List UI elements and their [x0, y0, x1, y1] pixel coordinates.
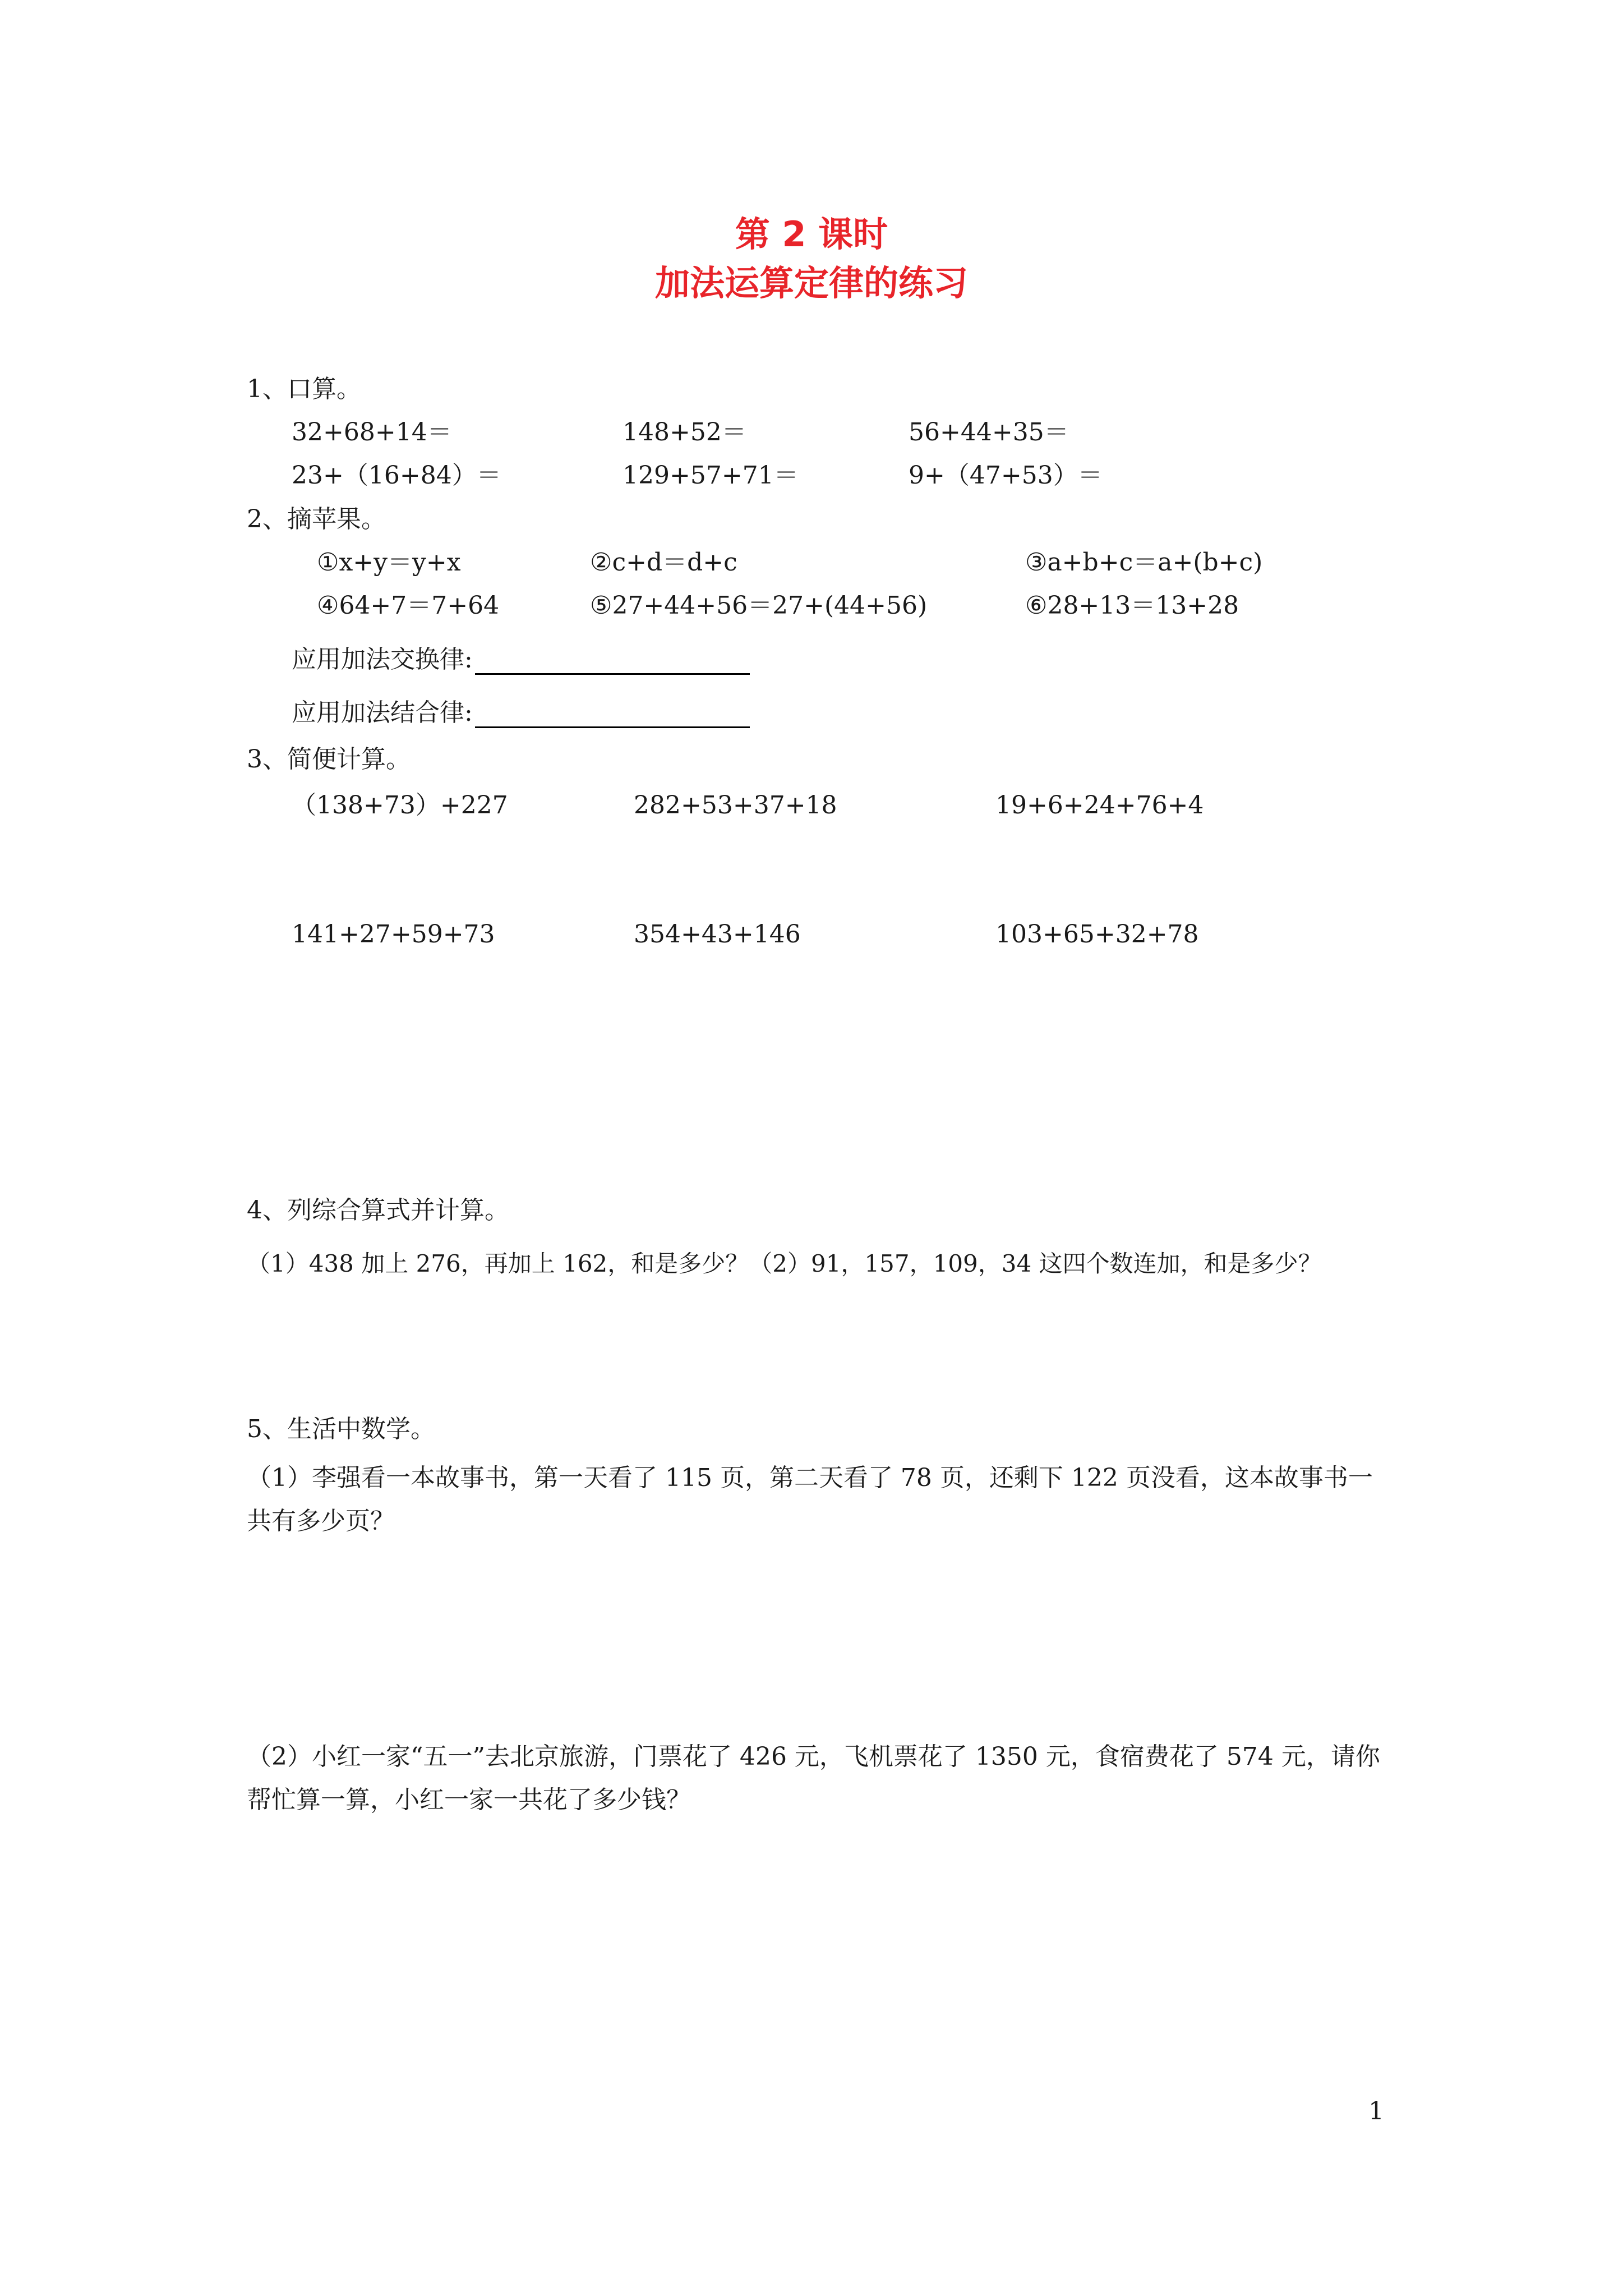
q4-heading: 4、列综合算式并计算。 [247, 1196, 509, 1225]
q5-problem-1: （1）李强看一本故事书，第一天看了 115 页，第二天看了 78 页，还剩下 122 页没看，这本故事书一共有多少页？ [247, 1464, 1373, 1535]
q5-heading: 5、生活中数学。 [247, 1415, 435, 1443]
q1-item: 148+52＝ [623, 418, 746, 447]
q1-heading: 1、口算。 [247, 375, 361, 403]
q1-item: 129+57+71＝ [623, 461, 799, 490]
page-title: 加法运算定律的练习 [654, 263, 968, 303]
commutative-answer-blank[interactable] [475, 651, 750, 675]
associative-answer-blank[interactable] [475, 704, 750, 728]
q3-item: 354+43+146 [634, 920, 801, 949]
q4-problems: （1）438 加上 276，再加上 162，和是多少？（2）91，157，109，34 这四个数连加，和是多少？ [247, 1250, 1322, 1277]
associative-label: 应用加法结合律: [292, 698, 473, 727]
apple-equation: ③a+b+c＝a+(b+c) [1025, 548, 1263, 577]
page-number: 1 [1368, 2097, 1384, 2125]
q3-item: 282+53+37+18 [634, 791, 837, 820]
apple-equation: ⑤27+44+56＝27+(44+56) [590, 591, 928, 620]
q1-item: 32+68+14＝ [292, 418, 452, 447]
q1-item: 23+（16+84）＝ [292, 461, 501, 490]
q3-heading: 3、简便计算。 [247, 745, 411, 774]
commutative-row [292, 645, 750, 675]
q2-heading: 2、摘苹果。 [247, 505, 386, 533]
q3-item: 19+6+24+76+4 [995, 791, 1204, 820]
apple-equation: ②c+d＝d+c [590, 548, 737, 577]
commutative-label: 应用加法交换律: [292, 645, 473, 674]
associative-row [292, 698, 750, 728]
q5-problem-2: （2）小红一家“五一”去北京旅游，门票花了 426 元，飞机票花了 1350 元，食宿费花了 574 元，请你帮忙算一算，小红一家一共花了多少钱？ [247, 1742, 1380, 1814]
q3-item: 103+65+32+78 [995, 920, 1199, 949]
apple-equation: ①x+y＝y+x [317, 548, 461, 577]
q1-item: 56+44+35＝ [909, 418, 1069, 447]
apple-equation: ⑥28+13＝13+28 [1025, 591, 1239, 620]
q1-item: 9+（47+53）＝ [909, 461, 1103, 490]
q3-item: 141+27+59+73 [292, 920, 495, 949]
q3-item: （138+73）+227 [292, 791, 508, 820]
lesson-number: 第 2 课时 [735, 214, 888, 255]
apple-equation: ④64+7＝7+64 [317, 591, 500, 620]
